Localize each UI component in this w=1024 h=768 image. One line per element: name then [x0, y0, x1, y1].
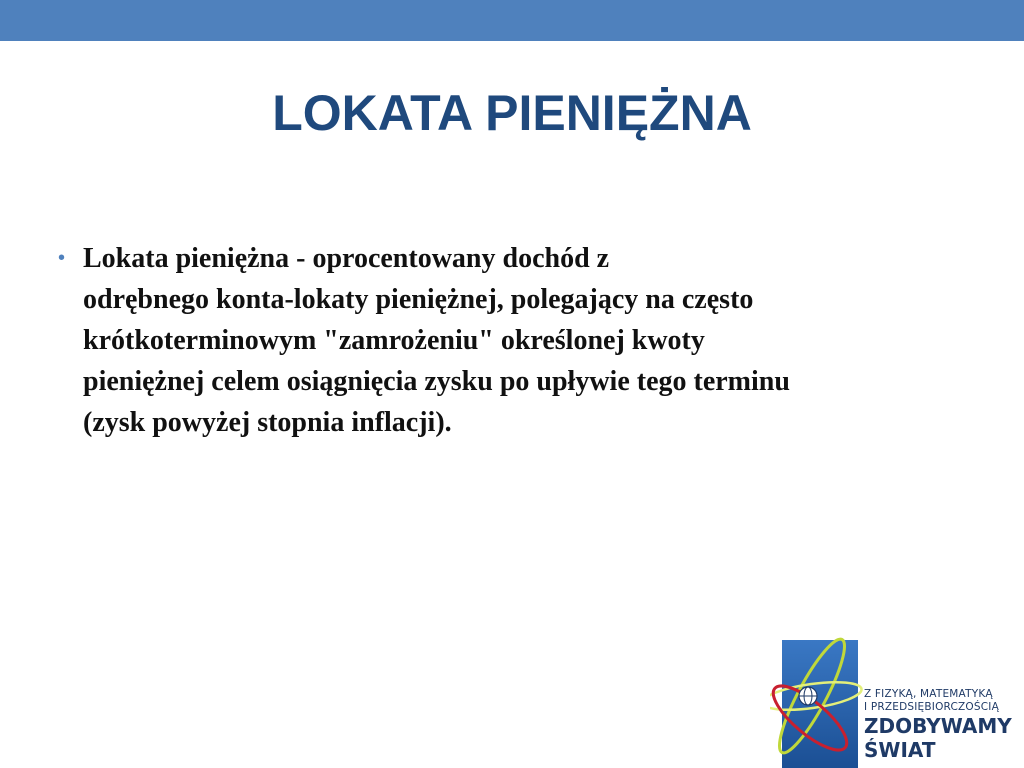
slide-title: LOKATA PIENIĘŻNA [272, 85, 752, 141]
bullet-item [58, 238, 958, 443]
bullet-line: Lokata pieniężna - oprocentowany dochód z [83, 243, 610, 274]
logo-name [864, 714, 1012, 762]
bullet-marker: • [58, 247, 66, 269]
logo-name-line: ZDOBYWAMY [864, 714, 1012, 738]
bullet-line: krótkoterminowym "zamrożeniu" określonej kwoty [83, 325, 705, 356]
bullet-line: pieniężnej celem osiągnięcia zysku po upływie tego terminu [83, 366, 790, 397]
logo-name-line: ŚWIAT [864, 738, 936, 762]
logo-tagline-line: Z FIZYKĄ, MATEMATYKĄ [864, 688, 993, 700]
bullet-line: (zysk powyżej stopnia inflacji). [83, 407, 452, 438]
bullet-line: odrębnego konta-lokaty pieniężnej, polegający na często [83, 284, 754, 315]
logo-tagline [864, 688, 999, 714]
project-logo [770, 622, 1024, 768]
logo-tagline-line: I PRZEDSIĘBIORCZOŚCIĄ [864, 701, 999, 713]
top-accent-bar [0, 0, 1024, 41]
slide-content [58, 238, 958, 443]
